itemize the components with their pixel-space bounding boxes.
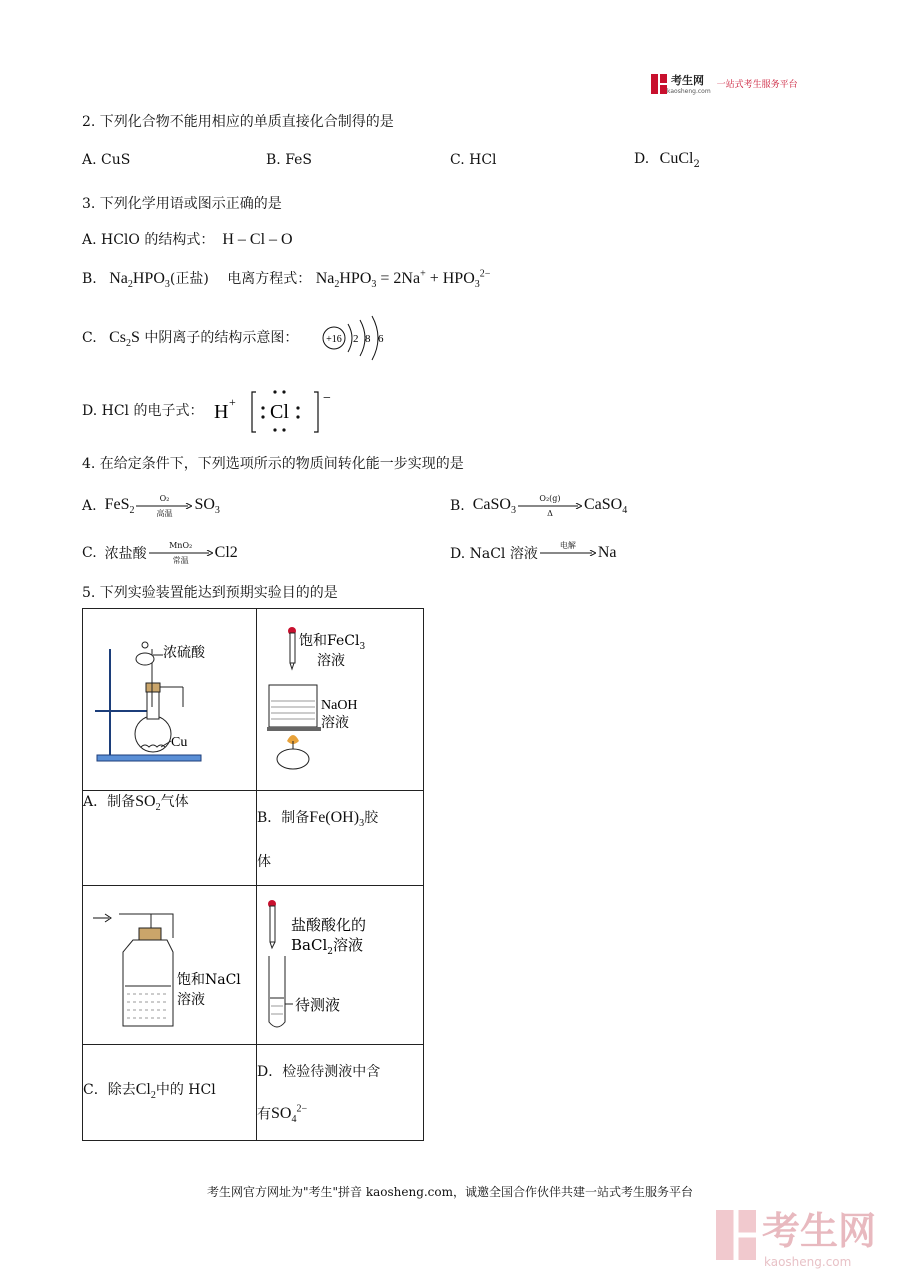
label-test-solution: 待测液 (295, 996, 341, 1014)
figure-c-wash-bottle (83, 886, 256, 1040)
label-solution-c: 溶液 (177, 992, 205, 1008)
label-conc-sulfuric-acid: 浓硫酸 (163, 645, 205, 661)
q2-option-d: D. CuCl$_2$ (634, 150, 700, 170)
electron-formula-hcl (212, 384, 342, 436)
caption-a: A．制备$SO_2$气体 (83, 791, 257, 886)
nucleus-charge: +16 (326, 334, 342, 345)
q4-option-b: B. CaSO$_3$ O₂(g) Δ CaSO$_4$ (450, 494, 628, 518)
caption-b: B．制备$Fe(OH)_3$胶 体 (257, 791, 424, 886)
label-solution-b2: 溶液 (321, 715, 349, 731)
ion-structure-diagram (320, 310, 390, 366)
figure-d-test-tube (257, 886, 423, 1040)
q2-option-c: C. HCl (450, 152, 497, 168)
q4-option-c: C. 浓盐酸 MnO₂ 常温 Cl 2 (82, 541, 238, 565)
watermark-domain: kaosheng.com (764, 1255, 852, 1269)
q3-option-a: A. HClO 的结构式： H – Cl – O (82, 231, 293, 248)
label-acidified: 盐酸酸化的 (291, 916, 367, 934)
label-sat-nacl: 饱和NaCl (177, 972, 241, 988)
svg-text:Cl: Cl (270, 401, 289, 423)
watermark-brand: 考生网 (762, 1209, 877, 1253)
q4-option-d: D. NaCl 溶液 电解 Na (450, 541, 617, 562)
svg-text:H: H (214, 401, 229, 423)
header-logo (651, 72, 798, 95)
q2-option-b: B. FeS (266, 152, 313, 168)
q3-option-d: D. HCl 的电子式： (82, 403, 204, 419)
caption-c: C．除去$Cl_2$中的 HCl (83, 1045, 257, 1141)
q2-option-a: A. CuS (82, 152, 131, 168)
figure-b-cell (257, 609, 424, 791)
label-bacl2: BaCl$_2$溶液 (291, 936, 363, 957)
caption-d: D．检验待测液中含 有$SO_4^{2-}$ (257, 1045, 424, 1141)
q5-stem: 5. 下列实验装置能达到预期实验目的的是 (82, 585, 338, 601)
logo-domain: kaosheng.com (667, 88, 711, 95)
q2-stem: 2. 下列化合物不能用相应的单质直接化合制得的是 (82, 114, 394, 130)
figure-c-cell (83, 886, 257, 1045)
q3-option-b: B. $Na_2HPO_3$(正盐) 电离方程式： $Na_2HPO_3 = 2Na^+ + HPO_3^{2-}$ (82, 268, 491, 291)
label-naoh: NaOH (321, 698, 358, 713)
label-cu: Cu (171, 735, 188, 750)
watermark (716, 1200, 876, 1269)
svg-text:−: − (323, 391, 331, 406)
figure-b-colloid-apparatus (257, 609, 423, 786)
label-solution-b1: 溶液 (317, 653, 345, 669)
apparatus-table (82, 608, 424, 1141)
logo-mark-icon (651, 74, 667, 94)
shell-3: 6 (378, 333, 384, 345)
figure-d-cell (257, 886, 424, 1045)
footer-note: 考生网官方网址为"考生"拼音 kaosheng.com，诚邀全国合作伙伴共建一站式考生服务平台 (206, 1185, 694, 1199)
watermark-logo-icon (716, 1210, 756, 1260)
figure-a-cell (83, 609, 257, 791)
logo-brand: 考生网 (671, 74, 704, 87)
q4-option-a: A. FeS$_2$ O₂ 高温 $SO_3$ (82, 494, 220, 518)
q3-option-c: C. $Cs_2S$ 中阴离子的结构示意图： (82, 329, 299, 350)
svg-text:+: + (229, 395, 236, 409)
logo-slogan: 一站式考生服务平台 (716, 80, 798, 90)
q3-stem: 3. 下列化学用语或图示正确的是 (82, 196, 282, 212)
q4-stem: 4. 在给定条件下，下列选项所示的物质间转化能一步实现的是 (82, 456, 464, 472)
label-fecl3: 饱和FeCl$_3$ (299, 633, 366, 652)
shell-2: 8 (365, 333, 371, 345)
figure-a-so2-apparatus (83, 609, 256, 786)
shell-1: 2 (353, 333, 359, 345)
